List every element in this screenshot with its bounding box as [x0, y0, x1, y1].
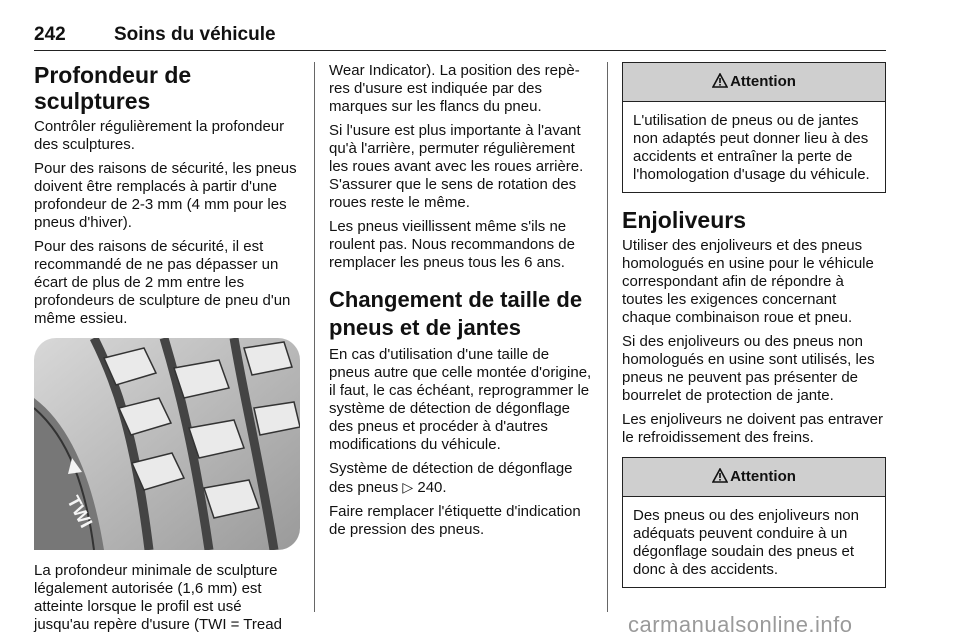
- paragraph: Utiliser des enjoliveurs et des pneus homologués en usine pour le véhicule correspondant afin de répondre à toutes les exigences concernant chaque combinaison roue et pneu.: [622, 237, 874, 326]
- paragraph: Les enjoliveurs ne doivent pas entraver le refroidissement des freins.: [622, 411, 883, 446]
- column-divider-1: [314, 62, 315, 612]
- warning-icon: [712, 73, 728, 88]
- paragraph: [329, 460, 593, 497]
- header-rule: [34, 50, 886, 51]
- paragraph: Wear Indicator). La position des repères d'usure est indiquée par des marques sur les flancs du pneu.: [329, 62, 580, 115]
- warning-label: Attention: [730, 73, 796, 90]
- image-caption: La profondeur minimale de sculpture légalement autorisée (1,6 mm) est atteinte lorsque le profil est usé jusqu'au repère d'usure (TWI = Tread: [34, 562, 282, 633]
- paragraph: Pour des raisons de sécurité, les pneus doivent être remplacés à partir d'une profondeur de 2-3 mm (4 mm pour les pneus d'hiver).: [34, 160, 297, 231]
- tire-tread-illustration: [34, 338, 300, 550]
- warning-icon: [712, 468, 728, 483]
- warning-text: Des pneus ou des enjoliveurs non adéquats peuvent conduire à un dégonflage soudain des pneus et donc à des accidents.: [633, 507, 859, 578]
- paragraph: Si l'usure est plus importante à l'avant qu'à l'arrière, permuter régulièrement les roues avant avec les roues arrière. S'assurer que le sens de rotation des roues reste le même.: [329, 122, 584, 211]
- tpms-text: Système de détection de dégonflage des pneus: [329, 460, 573, 496]
- cross-reference-arrow-icon: ▷: [402, 479, 414, 495]
- paragraph: Faire remplacer l'étiquette d'indication de pression des pneus.: [329, 503, 581, 538]
- hubcaps-heading: Enjoliveurs: [622, 207, 746, 233]
- watermark: carmanualsonline.info: [628, 612, 853, 637]
- column-divider-2: [607, 62, 608, 612]
- page-header: [34, 24, 886, 50]
- warning-label: Attention: [730, 468, 796, 485]
- cross-reference-page[interactable]: 240.: [417, 479, 447, 496]
- warning-header: [623, 63, 885, 102]
- column-3: [622, 62, 886, 602]
- paragraph: Si des enjoliveurs ou des pneus non homologués en usine sont utilisés, les pneus ne peuvent pas présenter de bourrelet de protection de jante.: [622, 333, 875, 404]
- warning-header: [623, 458, 885, 497]
- page-number: 242: [34, 24, 66, 45]
- twi-label: TWI: [63, 492, 97, 532]
- paragraph: En cas d'utilisation d'une taille de pneus autre que celle montée d'origine, il faut, le cas échéant, reprogrammer le système de détection de dégonflage des pneus et procéder à d'autres modifications du véhicule.: [329, 346, 592, 453]
- paragraph: Pour des raisons de sécurité, il est recommandé de ne pas dépasser un écart de plus de 2 mm entre les profondeurs de sculpture de pneu d'un même essieu.: [34, 238, 291, 327]
- paragraph: Contrôler régulièrement la profondeur des sculptures.: [34, 118, 285, 153]
- warning-text: L'utilisation de pneus ou de jantes non adaptés peut donner lieu à des accidents et entraîner la perte de l'homologation d'usage du véhicule.: [633, 112, 870, 183]
- tread-depth-heading: Profondeur de sculptures: [34, 62, 192, 114]
- warning-box: [622, 62, 886, 193]
- paragraph: Les pneus vieillissent même s'ils ne roulent pas. Nous recommandons de remplacer les pneus tous les 6 ans.: [329, 218, 575, 271]
- column-1: [34, 62, 300, 640]
- tire-size-change-heading: Changement de taille de pneus et de jantes: [329, 287, 583, 340]
- warning-box: [622, 457, 886, 588]
- section-title: Soins du véhicule: [114, 24, 276, 45]
- column-2: [329, 62, 593, 545]
